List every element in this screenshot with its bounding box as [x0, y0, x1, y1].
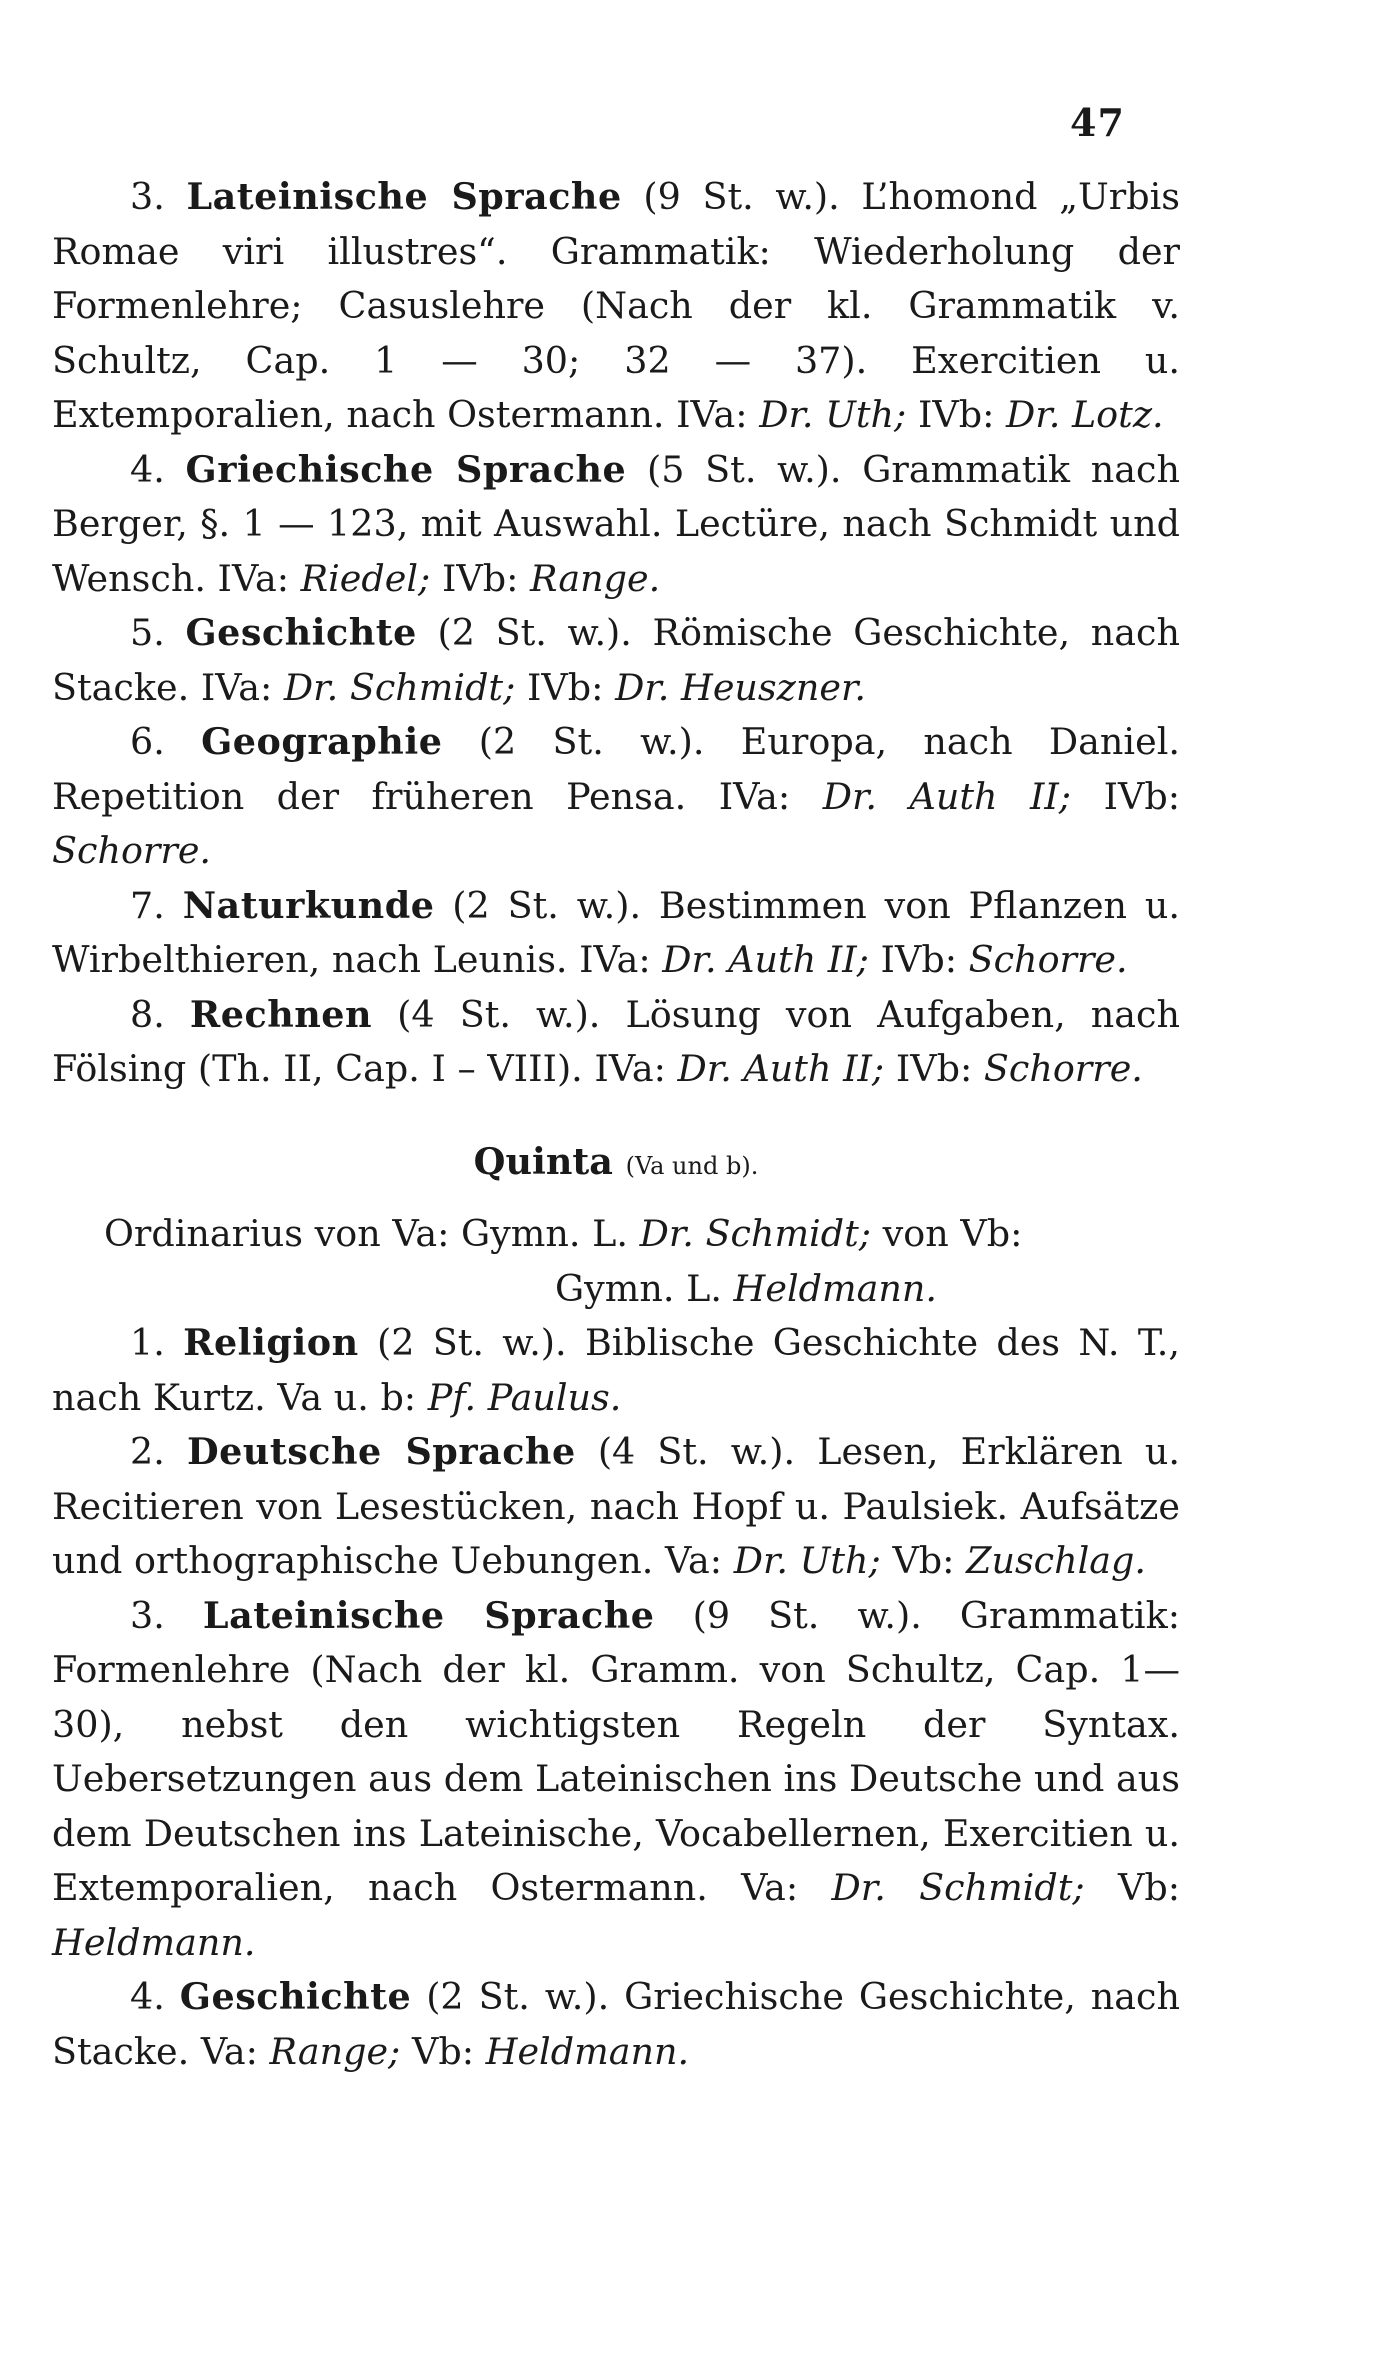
subject-title: Religion	[183, 1321, 359, 1364]
teacher-name: Range.	[530, 556, 661, 600]
paragraph-item: 5. Geschichte (2 St. w.). Römische Geschichte, nach Stacke. IVa: Dr. Schmidt; IVb: Dr. Heuszner.	[52, 611, 1180, 709]
subject-title: Geographie	[201, 720, 443, 763]
teacher-name: Dr. Auth II;	[677, 1047, 885, 1090]
paragraph-item: 8. Rechnen (4 St. w.). Lösung von Aufgaben, nach Fölsing (Th. II, Cap. I – VIII). IVa: Dr. Auth II; IVb: Schorre.	[52, 992, 1180, 1090]
ordinarius-line: Ordinarius von Va: Gymn. L. Dr. Schmidt; von Vb:	[104, 1212, 1023, 1255]
paragraph-item: 1. Religion (2 St. w.). Biblische Geschichte des N. T., nach Kurtz. Va u. b: Pf. Paulus.	[52, 1321, 1181, 1419]
paragraph-item: 3. Lateinische Sprache (9 St. w.). L’homond „Urbis Romae viri illustres“. Grammatik: Wiederholung der Formenlehre; Casuslehre (Nach der kl. Grammatik v. Schultz, Cap. 1 — 30; 32 — 37). Exercitien u. Extemporalien, nach Ostermann. IVa: Dr. Uth; IVb: Dr. Lotz.	[52, 175, 1180, 436]
paragraph-item: 4. Griechische Sprache (5 St. w.). Grammatik nach Berger, §. 1 — 123, mit Auswahl. Lectüre, nach Schmidt und Wensch. IVa: Riedel; IVb: Range.	[52, 447, 1180, 600]
teacher-name: Dr. Uth;	[759, 393, 907, 436]
subject-title: Geschichte	[185, 611, 417, 654]
teacher-name: Dr. Lotz.	[1006, 393, 1164, 436]
teacher-name: Dr. Schmidt;	[283, 665, 516, 709]
ordinarius-line-2: Gymn. L. Heldmann.	[554, 1266, 938, 1310]
teacher-name: Dr. Auth II;	[662, 938, 869, 981]
subject-title: Naturkunde	[182, 883, 435, 927]
teacher-name: Heldmann.	[52, 1920, 256, 1964]
teacher-name: Dr. Uth;	[733, 1539, 881, 1582]
teacher-name: Dr. Schmidt;	[831, 1866, 1085, 1909]
subject-title: Deutsche Sprache	[186, 1430, 576, 1473]
subject-title: Lateinische Sprache	[202, 1593, 655, 1637]
teacher-name: Heldmann.	[485, 2029, 690, 2073]
body-text	[52, 170, 1180, 2079]
teacher-name: Dr. Auth II;	[822, 774, 1072, 818]
teacher-name: Range;	[269, 2029, 401, 2073]
teacher-name: Dr. Heuszner.	[615, 665, 867, 709]
teacher-name: Zuschlag.	[966, 1539, 1147, 1582]
paragraph-item: 2. Deutsche Sprache (4 St. w.). Lesen, Erklären u. Recitieren von Lesestücken, nach Hopf u. Paulsiek. Aufsätze und orthographische Uebungen. Va: Dr. Uth; Vb: Zuschlag.	[52, 1430, 1180, 1582]
page-number: 47	[1070, 100, 1125, 145]
teacher-name: Schorre.	[968, 938, 1128, 981]
paragraph-item: 3. Lateinische Sprache (9 St. w.). Grammatik: Formenlehre (Nach der kl. Gramm. von Schultz, Cap. 1—30), nebst den wichtigsten Regeln der Syntax. Uebersetzungen aus dem Lateinischen ins Deutsche und aus dem Deutschen ins Lateinische, Vocabellernen, Exercitien u. Extemporalien, nach Ostermann. Va: Dr. Schmidt; Vb: Heldmann.	[52, 1593, 1181, 1964]
teacher-name: Schorre.	[983, 1047, 1143, 1090]
teacher-name: Pf. Paulus.	[427, 1375, 622, 1419]
teacher-name: Schorre.	[52, 829, 212, 872]
subject-title: Griechische Sprache	[185, 447, 627, 491]
subject-title: Rechnen	[189, 992, 373, 1036]
teacher-name: Riedel;	[300, 556, 431, 600]
subject-title: Lateinische Sprache	[186, 175, 622, 218]
section-heading-quinta: Quinta (Va und b).	[473, 1139, 759, 1183]
paragraph-item: 7. Naturkunde (2 St. w.). Bestimmen von Pflanzen u. Wirbelthieren, nach Leunis. IVa: Dr. Auth II; IVb: Schorre.	[52, 883, 1181, 981]
paragraph-item: 6. Geographie (2 St. w.). Europa, nach Daniel. Repetition der früheren Pensa. IVa: Dr. Auth II; IVb: Schorre.	[52, 720, 1181, 872]
paragraph-item: 4. Geschichte (2 St. w.). Griechische Geschichte, nach Stacke. Va: Range; Vb: Heldmann.	[52, 1975, 1181, 2073]
subject-title: Geschichte	[179, 1975, 412, 2018]
